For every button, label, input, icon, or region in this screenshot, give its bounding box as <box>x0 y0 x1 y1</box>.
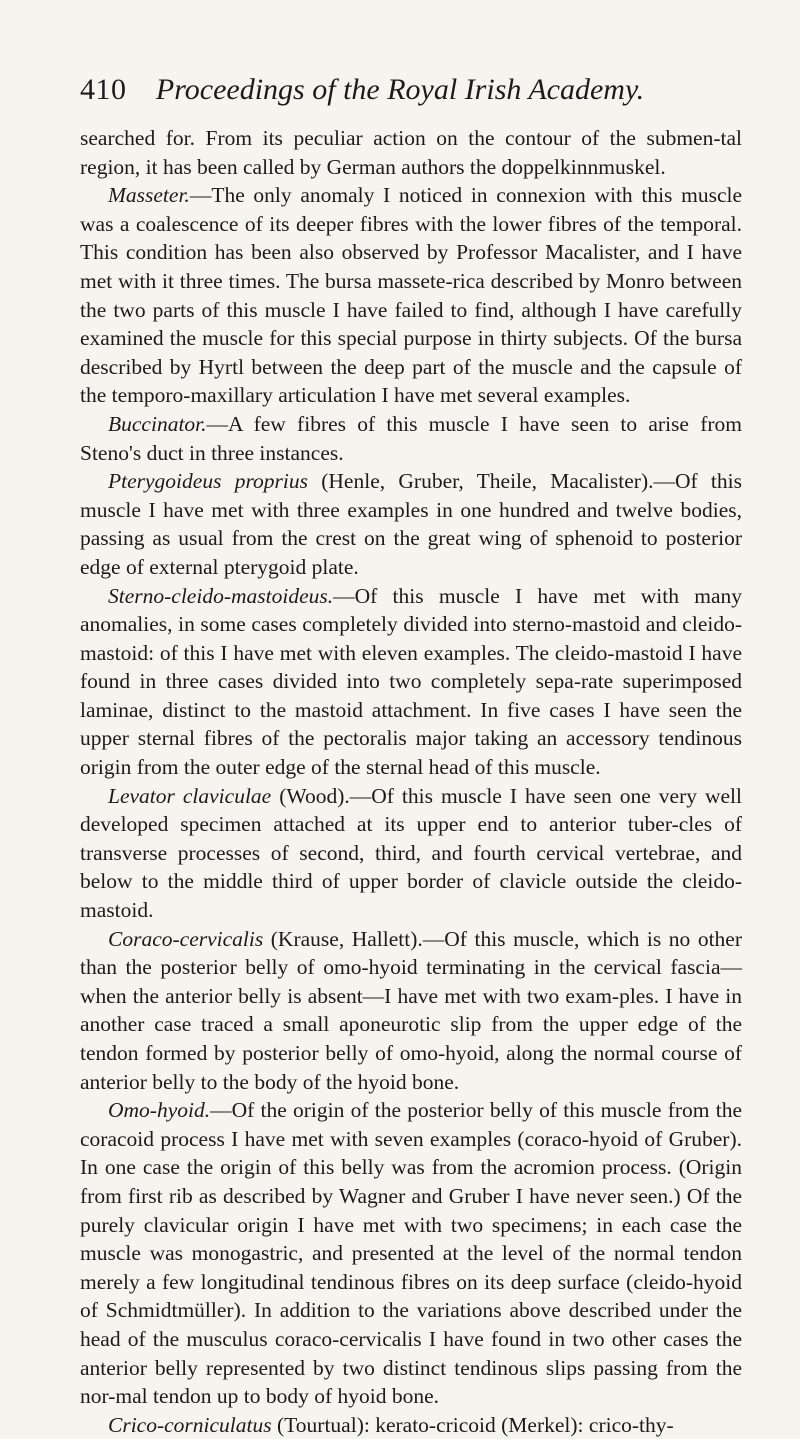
paragraph-masseter <box>80 181 742 410</box>
paragraph-text: —The only anomaly I noticed in connexion with this muscle was a coalescence of its deeper fibres with the lower fibres of the temporal. This condition has been also observed by Professor Macalister, and I have met with it three times. The bursa massete-rica described by Monro between the two parts of this muscle I have failed to find, although I have carefully examined the muscle for this special purpose in thirty subjects. Of the bursa described by Hyrtl between the deep part of the muscle and the capsule of the temporo-maxillary articulation I have met several examples. <box>80 183 742 408</box>
section-term: Masseter. <box>108 183 190 208</box>
paragraph-submental-continuation <box>80 124 742 181</box>
section-term: Crico-corniculatus <box>108 1412 272 1437</box>
paragraph-sterno-cleido-mastoideus <box>80 582 742 782</box>
paragraph-coraco-cervicalis <box>80 925 742 1097</box>
paragraph-text: (Krause, Hallett).—Of this muscle, which is no other than the posterior belly of omo-hyoid terminating in the cervical fascia—when the anterior belly is absent—I have met with two exam-ples. I have in another case traced a small aponeurotic slip from the upper edge of the tendon formed by posterior belly of omo-hyoid, along the normal course of anterior belly to the body of the hyoid bone. <box>80 926 742 1094</box>
paragraph-text: —Of this muscle I have met with many anomalies, in some cases completely divided into sterno-mastoid and cleido-mastoid: of this I have met with eleven examples. The cleido-mastoid I have found in three cases divided into two completely sepa-rate superimposed laminae, distinct to the mastoid attachment. In five cases I have seen the upper sternal fibres of the pectoralis major taking an accessory tendinous origin from the outer edge of the sternal head of this muscle. <box>80 583 742 780</box>
page-number: 410 <box>80 73 127 106</box>
running-head: Proceedings of the Royal Irish Academy. <box>155 73 645 106</box>
paragraph-text: searched for. From its peculiar action on the contour of the submen-tal region, it has been called by German authors the doppelkinnmuskel. <box>80 126 742 179</box>
section-term: Coraco-cervicalis <box>108 926 264 951</box>
page-header <box>0 70 800 110</box>
body-text <box>80 124 742 1439</box>
paragraph-crico-corniculatus <box>80 1411 742 1439</box>
paragraph-text: (Tourtual): kerato-cricoid (Merkel): crico-thy- <box>271 1412 674 1437</box>
section-term: Pterygoideus proprius <box>108 469 308 494</box>
section-term: Levator claviculae <box>108 783 272 808</box>
paragraph-text: —A few fibres of this muscle I have seen to arise from Steno's duct in three instances. <box>80 411 742 465</box>
section-term: Buccinator. <box>108 411 207 436</box>
section-term: Omo-hyoid. <box>108 1098 211 1123</box>
paragraph-text: —Of the origin of the posterior belly of this muscle from the coracoid process I have met with seven examples (coraco-hyoid of Gruber). In one case the origin of this belly was from the acromion process. (Origin from first rib as described by Wagner and Gruber I have never seen.) Of the purely clavicular origin I have met with two specimens; in each case the muscle was monogastric, and presented at the level of the normal tendon merely a few longitudinal tendinous fibres on its deep surface (cleido-hyoid of Schmidtmüller). In addition to the variations above described under the head of the musculus coraco-cervicalis I have found in two other cases the anterior belly represented by two distinct tendinous slips passing from the nor-mal tendon up to body of hyoid bone. <box>80 1098 742 1409</box>
paragraph-pterygoideus-proprius <box>80 467 742 581</box>
paragraph-text: (Henle, Gruber, Theile, Macalister).—Of this muscle I have met with three examples in one hundred and twelve bodies, passing as usual from the crest on the great wing of sphenoid to posterior edge of external pterygoid plate. <box>80 469 742 579</box>
section-term: Sterno-cleido-mastoideus. <box>108 583 334 608</box>
paragraph-buccinator <box>80 410 742 467</box>
paragraph-omo-hyoid <box>80 1096 742 1411</box>
paragraph-levator-claviculae <box>80 782 742 925</box>
paragraph-text: (Wood).—Of this muscle I have seen one very well developed specimen attached at its upper end to anterior tuber-cles of transverse processes of second, third, and fourth cervical vertebrae, and below to the middle third of upper border of clavicle outside the cleido-mastoid. <box>80 783 742 923</box>
